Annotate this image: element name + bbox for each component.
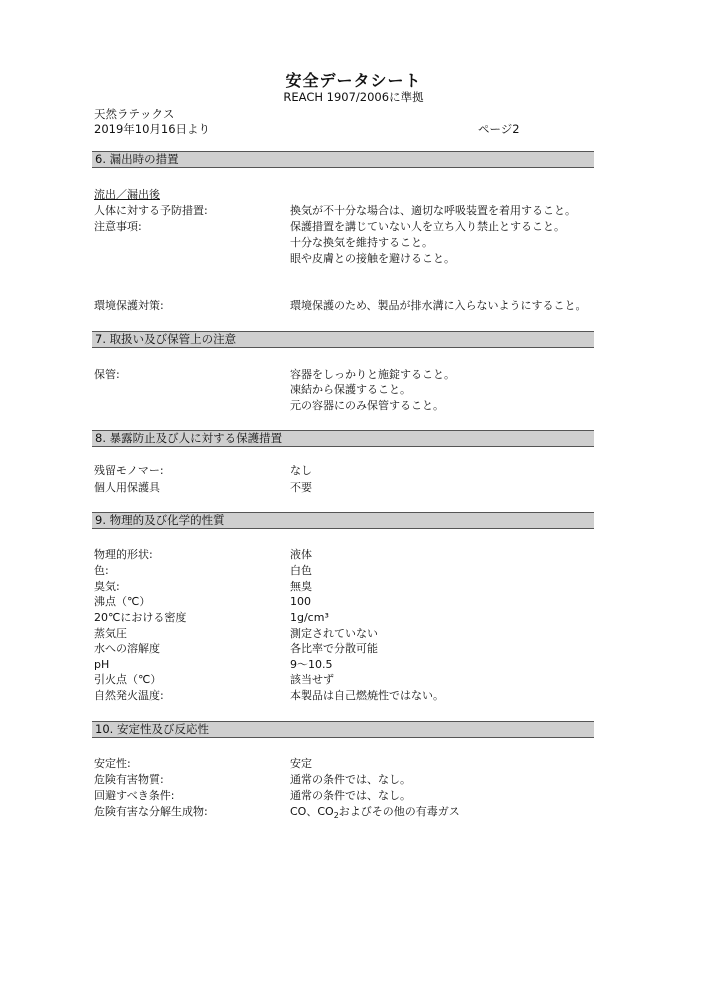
section-9-heading: 9. 物理的及び化学的性質 <box>92 512 594 529</box>
document-title: 安全データシート <box>285 71 422 90</box>
s10-row-label: 危険有害物質: <box>94 773 164 786</box>
product-name: 天然ラテックス <box>94 107 175 121</box>
s9-row-label: 20℃における密度 <box>94 611 187 624</box>
s9-row-value: 無臭 <box>290 580 312 593</box>
s6-row-label: 環境保護対策: <box>94 299 164 312</box>
s10-row-label: 安定性: <box>94 757 131 770</box>
s10-row-value: 通常の条件では、なし。 <box>290 789 411 802</box>
s9-row-label: 蒸気圧 <box>94 627 127 640</box>
s7-row-value: 凍結から保護すること。 <box>290 383 411 396</box>
s8-row-value: 不要 <box>290 481 312 494</box>
s9-row-value: 測定されていない <box>290 627 378 640</box>
value-text: CO、CO <box>290 805 334 818</box>
s9-row-label: 臭気: <box>94 580 120 593</box>
s6-row-value: 換気が不十分な場合は、適切な呼吸装置を着用すること。 <box>290 204 576 217</box>
s10-row-value: 安定 <box>290 757 312 770</box>
value-text: およびその他の有毒ガス <box>338 805 460 818</box>
s7-row-label: 保管: <box>94 368 120 381</box>
s9-row-label: 色: <box>94 564 109 577</box>
s9-row-value: 各比率で分散可能 <box>290 642 378 655</box>
s9-row-value: 本製品は自己燃焼性ではない。 <box>290 689 444 702</box>
s6-row-value: 十分な換気を維持すること。 <box>290 236 433 249</box>
s9-row-label: 自然発火温度: <box>94 689 164 702</box>
effective-date: 2019年10月16日より <box>94 122 211 136</box>
s9-row-value: 100 <box>290 595 311 608</box>
s9-row-value: 該当せず <box>290 673 334 686</box>
s7-row-value: 容器をしっかりと施錠すること。 <box>290 368 455 381</box>
s6-row-value: 保護措置を講じていない人を立ち入り禁止とすること。 <box>290 220 565 233</box>
s10-row-label: 回避すべき条件: <box>94 789 175 802</box>
s9-row-label: pH <box>94 658 110 671</box>
s6-row-label: 人体に対する予防措置: <box>94 204 208 217</box>
section-8-heading: 8. 暴露防止及び人に対する保護措置 <box>92 430 594 447</box>
s9-row-value: 9～10.5 <box>290 658 333 671</box>
section-6-subheading: 流出／漏出後 <box>94 188 160 201</box>
section-6-heading: 6. 漏出時の措置 <box>92 151 594 168</box>
s9-row-label: 物理的形状: <box>94 548 153 561</box>
s10-row-value <box>290 804 460 823</box>
s9-row-value: 1g/cm³ <box>290 611 329 624</box>
s8-row-value: なし <box>290 464 312 477</box>
s10-row-label: 危険有害な分解生成物: <box>94 805 208 818</box>
s9-row-label: 水への溶解度 <box>94 642 160 655</box>
section-10-heading: 10. 安定性及び反応性 <box>92 721 594 738</box>
document-subtitle: REACH 1907/2006に準拠 <box>283 90 424 104</box>
page-number: ページ2 <box>478 122 520 136</box>
s7-row-value: 元の容器にのみ保管すること。 <box>290 399 444 412</box>
s9-row-value: 白色 <box>290 564 312 577</box>
s6-row-label: 注意事項: <box>94 220 142 233</box>
s9-row-value: 液体 <box>290 548 312 561</box>
s8-row-label: 残留モノマー: <box>94 464 164 477</box>
s8-row-label: 個人用保護具 <box>94 481 160 494</box>
section-7-heading: 7. 取扱い及び保管上の注意 <box>92 331 594 348</box>
s6-row-value: 環境保護のため、製品が排水溝に入らないようにすること。 <box>290 299 587 312</box>
s9-row-label: 沸点（℃） <box>94 595 151 608</box>
s6-row-value: 眼や皮膚との接触を避けること。 <box>290 252 455 265</box>
s10-row-value: 通常の条件では、なし。 <box>290 773 411 786</box>
subscript-2: 2 <box>333 811 339 821</box>
s9-row-label: 引火点（℃） <box>94 673 162 686</box>
